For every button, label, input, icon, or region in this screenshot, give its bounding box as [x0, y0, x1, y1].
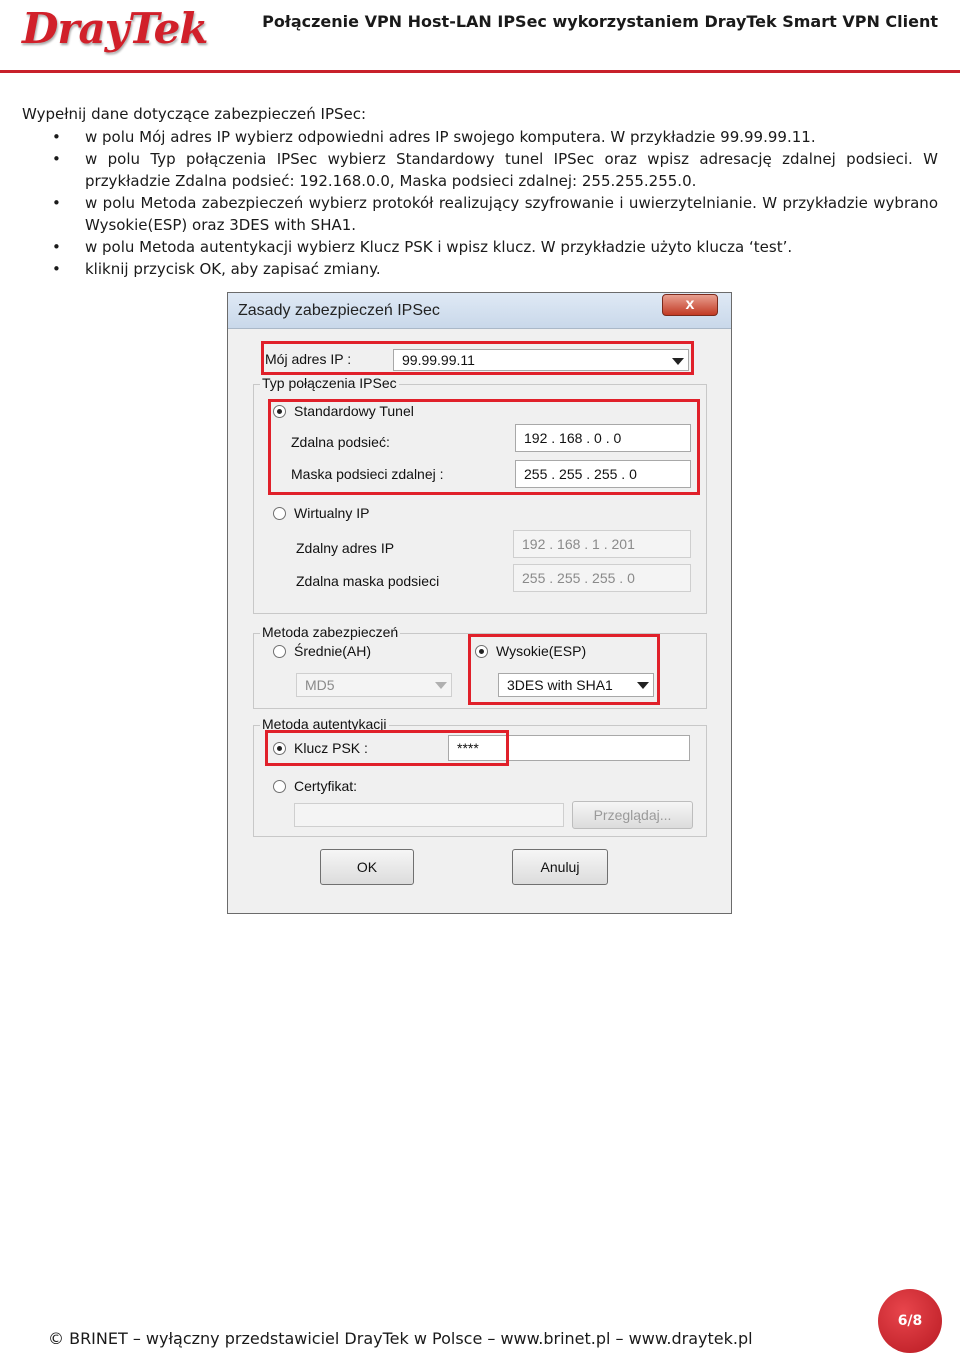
psk-label: Klucz PSK : — [294, 740, 368, 756]
highlight-psk — [265, 730, 509, 766]
medium-ah-radio[interactable] — [273, 645, 286, 658]
my-ip-value: 99.99.99.11 — [402, 352, 475, 368]
remote-ip-label: Zdalny adres IP — [296, 540, 395, 556]
header-divider — [0, 70, 960, 73]
remote-subnet-label: Zdalna podsieć: — [291, 434, 390, 450]
list-item-text: w polu Typ połączenia IPSec wybierz Standardowy tunel IPSec oraz wpisz adresację zdalnej podsieci. W przykładzie Zdalna podsieć: 192.168.0.0, Maska podsieci zdalnej: 255.255.255.0. — [85, 150, 938, 190]
highlight-my-ip — [261, 341, 694, 375]
ok-button[interactable]: OK — [320, 849, 414, 885]
dialog-title: Zasady zabezpieczeń IPSec — [238, 302, 440, 319]
list-item-text: w polu Metoda autentykacji wybierz Klucz PSK i wpisz klucz. W przykładzie użyto klucza ‘test’. — [85, 238, 793, 256]
esp-algorithm-value: 3DES with SHA1 — [507, 677, 613, 693]
connection-type-legend: Typ połączenia IPSec — [262, 375, 397, 391]
remote-mask-label: Maska podsieci zdalnej : — [291, 466, 444, 482]
draytek-logo: DrayTek — [22, 4, 208, 53]
list-item — [22, 148, 938, 192]
bullet-icon: • — [52, 150, 61, 168]
standard-tunnel-label: Standardowy Tunel — [294, 403, 414, 419]
virtual-ip-label: Wirtualny IP — [294, 505, 370, 521]
list-item — [22, 258, 938, 280]
bullet-icon: • — [52, 260, 61, 278]
list-item — [22, 236, 938, 258]
dialog-titlebar — [228, 293, 731, 329]
bullet-icon: • — [52, 238, 61, 256]
list-item-text: kliknij przycisk OK, aby zapisać zmiany. — [85, 260, 381, 278]
auth-method-legend: Metoda autentykacji — [262, 716, 387, 732]
bullet-icon: • — [52, 194, 61, 212]
certificate-radio[interactable] — [273, 780, 286, 793]
security-method-legend: Metoda zabezpieczeń — [262, 624, 399, 640]
list-item — [22, 192, 938, 236]
page-number-badge: 6/8 — [878, 1289, 942, 1353]
document-title: Połączenie VPN Host-LAN IPSec wykorzystaniem DrayTek Smart VPN Client — [262, 12, 938, 31]
ah-algorithm-value: MD5 — [305, 677, 335, 693]
chevron-down-icon — [435, 682, 447, 689]
remote-mask-input[interactable]: 255 . 255 . 255 . 0 — [515, 460, 691, 488]
intro-text: Wypełnij dane dotyczące zabezpieczeń IPSec: — [22, 105, 367, 123]
psk-input[interactable]: **** — [448, 735, 690, 761]
virtual-ip-radio[interactable] — [273, 507, 286, 520]
ah-algorithm-select[interactable] — [296, 673, 452, 697]
list-item-text: w polu Mój adres IP wybierz odpowiedni adres IP swojego komputera. W przykładzie 99.99.99.11. — [85, 128, 816, 146]
bullet-icon: • — [52, 128, 61, 146]
remote-ip-input[interactable]: 192 . 168 . 1 . 201 — [513, 530, 691, 558]
high-esp-label: Wysokie(ESP) — [496, 643, 587, 659]
medium-ah-label: Średnie(AH) — [294, 643, 372, 659]
close-button[interactable]: x — [662, 294, 718, 316]
remote-vmask-input[interactable]: 255 . 255 . 255 . 0 — [513, 564, 691, 592]
browse-button[interactable]: Przeglądaj... — [572, 801, 693, 829]
footer-text: © BRINET – wyłączny przedstawiciel DrayTek w Polsce – www.brinet.pl – www.draytek.pl — [48, 1329, 753, 1348]
my-ip-label: Mój adres IP : — [265, 351, 352, 367]
list-item — [22, 126, 938, 148]
highlight-standard-tunnel — [268, 399, 700, 495]
remote-subnet-input[interactable]: 192 . 168 . 0 . 0 — [515, 424, 691, 452]
remote-vmask-label: Zdalna maska podsieci — [296, 573, 440, 589]
cancel-button[interactable]: Anuluj — [512, 849, 608, 885]
highlight-high-esp — [468, 634, 660, 705]
certificate-path-input[interactable] — [294, 803, 564, 827]
ipsec-policy-dialog — [227, 292, 732, 914]
certificate-label: Certyfikat: — [294, 778, 358, 794]
instruction-list — [22, 126, 938, 280]
list-item-text: w polu Metoda zabezpieczeń wybierz protokół realizujący szyfrowanie i uwierzytelnianie. W przykładzie wybrano Wysokie(ESP) oraz 3DES with SHA1. — [85, 194, 938, 234]
